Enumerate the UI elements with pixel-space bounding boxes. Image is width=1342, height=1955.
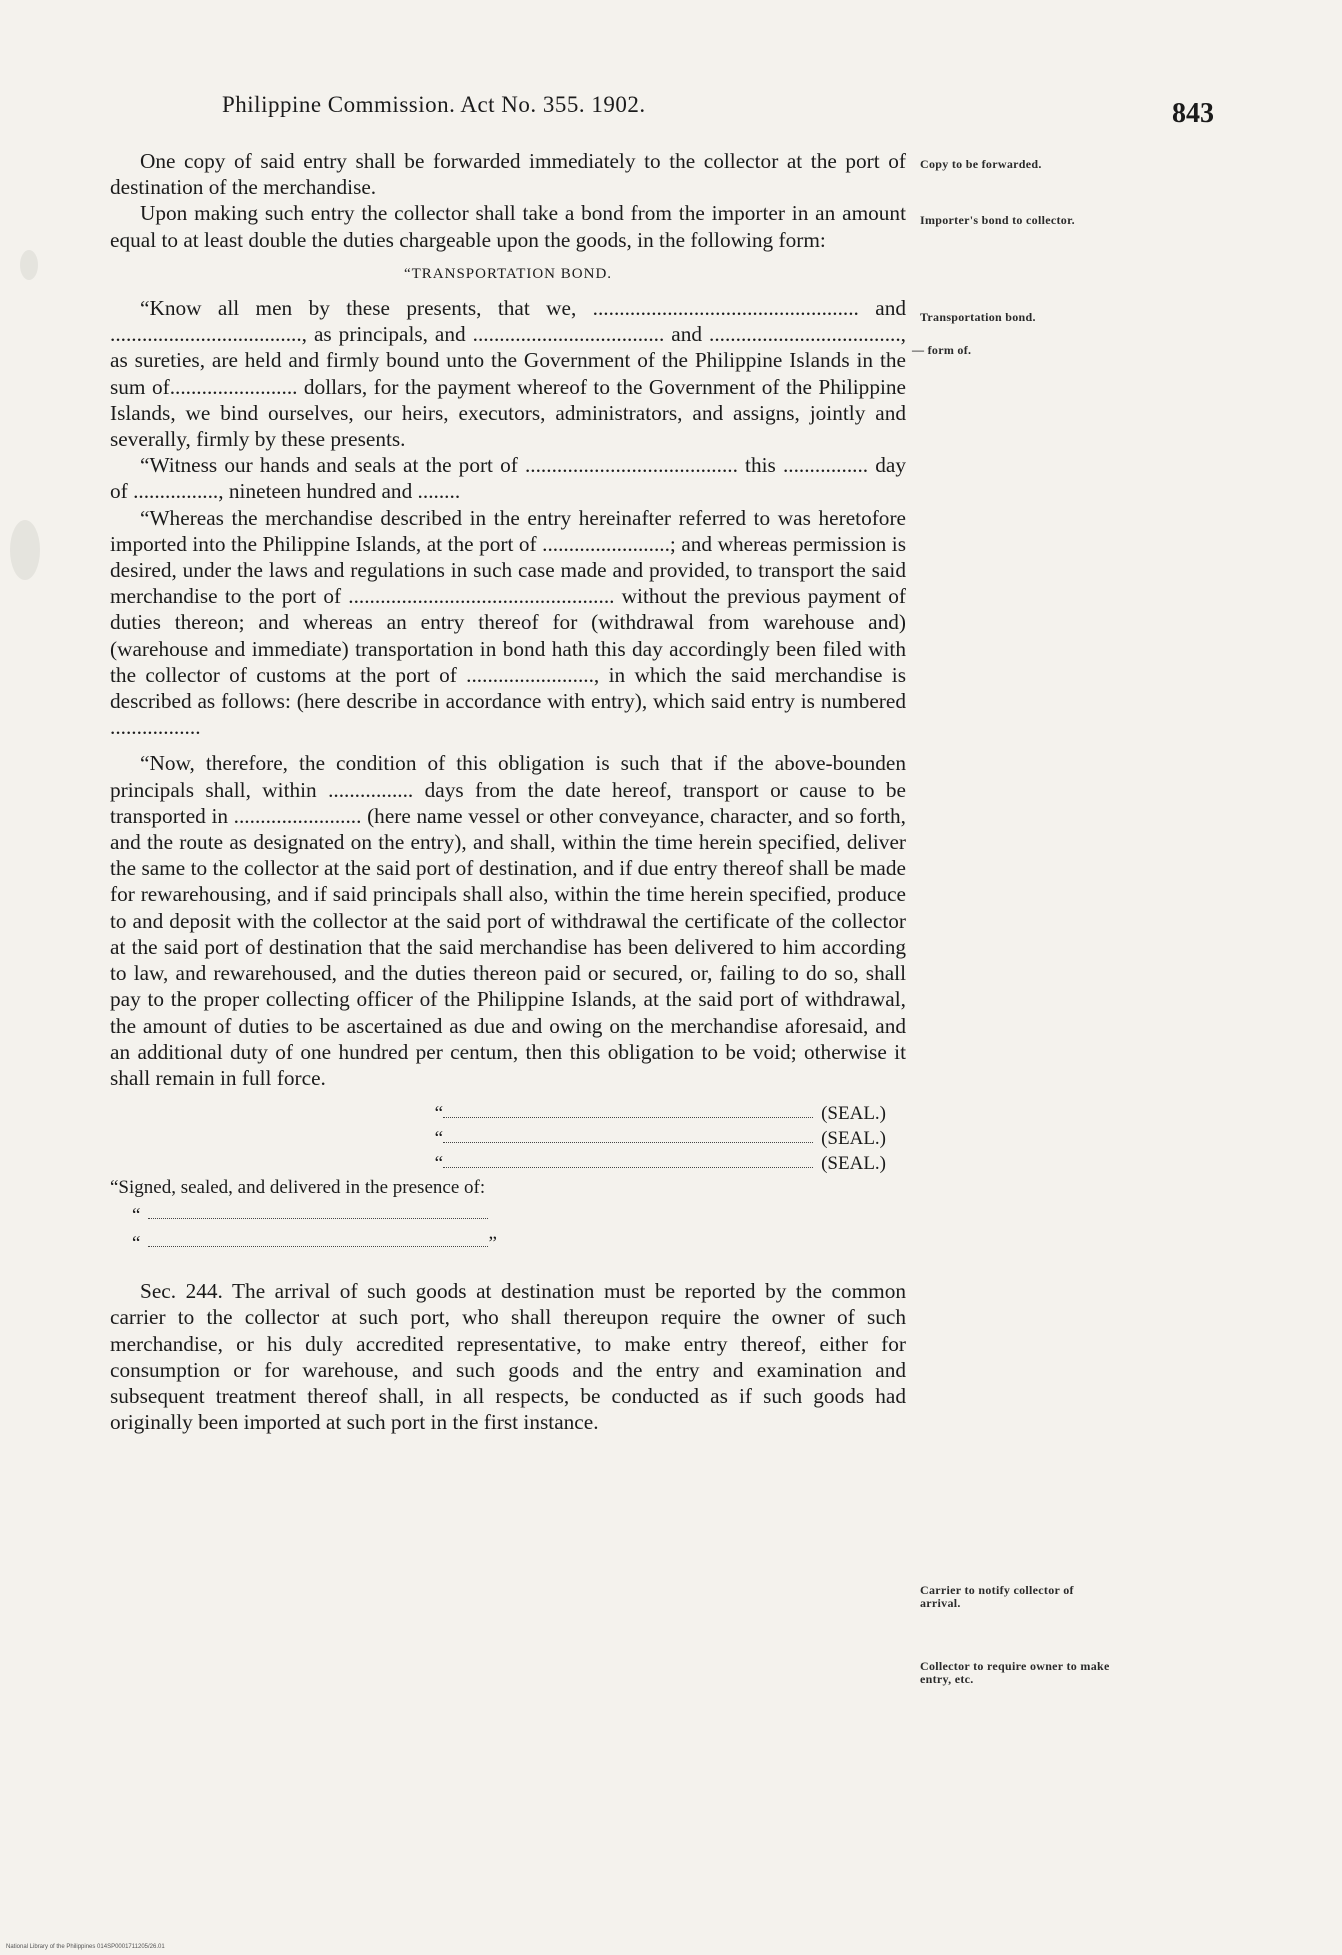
seal-label: (SEAL.) xyxy=(821,1103,886,1125)
seal-line: “ (SEAL.) xyxy=(434,1103,886,1125)
seal-line: “ (SEAL.) xyxy=(434,1153,886,1175)
margin-note: Copy to be forwarded. xyxy=(920,157,1042,171)
scan-footer: National Library of the Philippines 014SP0001711205/26.01 xyxy=(6,1944,165,1950)
witness-line: “Signed, sealed, and delivered in the presence of: xyxy=(110,1177,486,1199)
paragraph: Upon making such entry the collector shall take a bond from the importer in an amount equal to at least double the duties chargeable upon the goods, in the following form: xyxy=(110,201,906,252)
seal-line: “ (SEAL.) xyxy=(434,1128,886,1150)
paragraph: One copy of said entry shall be forwarded immediately to the collector at the port of destination of the merchandise. xyxy=(110,149,906,200)
paragraph: “Whereas the merchandise described in the entry hereinafter referred to was heretofore imported into the Philippine Islands, at the port of ........................; and whereas permission is desired, under the laws and regulations in such case made and provided, to transport the said merchandise to the port of .................................................. without the previous payment of duties thereon; and whereas an entry thereof for (withdrawal from warehouse and) (warehouse and immediate) transportation in bond hath this day accordingly been filed with the collector of customs at the port of ........................, in which the said merchandise is described as follows: (here describe in accordance with entry), which said entry is numbered ................. xyxy=(110,505,906,740)
paragraph: “Witness our hands and seals at the port of ........................................ this ................ day of ................, nineteen hundred and ........ xyxy=(110,453,906,504)
page-number: 843 xyxy=(1172,98,1214,129)
signature-blank xyxy=(443,1101,813,1118)
page-smudge xyxy=(10,520,40,580)
margin-note: Carrier to notify collector of arrival. xyxy=(920,1583,1074,1610)
seal-label: (SEAL.) xyxy=(821,1153,886,1175)
seal-label: (SEAL.) xyxy=(821,1128,886,1150)
paragraph: “Now, therefore, the condition of this obligation is such that if the above-bounden principals shall, within ................ days from the date hereof, transport or cause to be transported in ........................ (here name vessel or other conveyance, character, and so forth, and the route as designated on the entry), and shall, within the time herein specified, deliver the same to the collector at the said port of destination, and if due entry thereof shall be made for rewarehousing, and if said principals shall also, within the time herein specified, produce to and deposit with the collector at the said port of withdrawal the certificate of the collector at the said port of destination that the said merchandise has been delivered to him according to law, and rewarehoused, and the duties thereon paid or secured, or, failing to do so, shall pay to the proper collecting officer of the Philippine Islands, at the said port of withdrawal, the amount of duties to be ascertained as due and owing on the merchandise aforesaid, and an additional duty of one hundred per centum, then this obligation to be void; otherwise it shall remain in full force. xyxy=(110,751,906,1090)
seal-signature-block xyxy=(110,1101,906,1176)
witness-signature-line xyxy=(148,1202,488,1219)
signature-blank xyxy=(443,1126,813,1143)
bond-heading: “TRANSPORTATION BOND. xyxy=(403,265,613,282)
section-244: Sec. 244. The arrival of such goods at destination must be reported by the common carrier to the collector at such port, who shall thereupon require the owner of such merchandise, or his duly accredited representative, to make entry thereof, either for consumption or for warehouse, and such goods and the entry and examination and subsequent treatment thereof shall, in all respects, be conducted as if such goods had originally been imported at such port in the first instance. xyxy=(110,1279,906,1435)
margin-note: Importer's bond to collector. xyxy=(920,213,1075,227)
page-smudge xyxy=(20,250,38,280)
margin-note: Transportation bond. xyxy=(920,310,1036,324)
witness-blank: “ ” xyxy=(132,1228,906,1256)
margin-note: Collector to require owner to make entry, etc. xyxy=(920,1659,1110,1686)
running-header: Philippine Commission. Act No. 355. 1902. xyxy=(222,92,646,117)
main-text xyxy=(110,148,906,1435)
signature-blank xyxy=(443,1151,813,1168)
witness-blank: “ xyxy=(132,1200,906,1228)
paragraph: “Know all men by these presents, that we, .................................................. and ...................................., as principals, and .................................... and ...................................., as sureties, are held and firmly bound unto the Government of the Philippine Islands in the sum of........................ dollars, for the payment whereof to the Government of the Philippine Islands, we bind ourselves, our heirs, executors, administrators, and assigns, jointly and severally, firmly by these presents. xyxy=(110,296,906,452)
margin-note: — form of. xyxy=(912,343,972,357)
witness-signature-line xyxy=(148,1230,488,1247)
